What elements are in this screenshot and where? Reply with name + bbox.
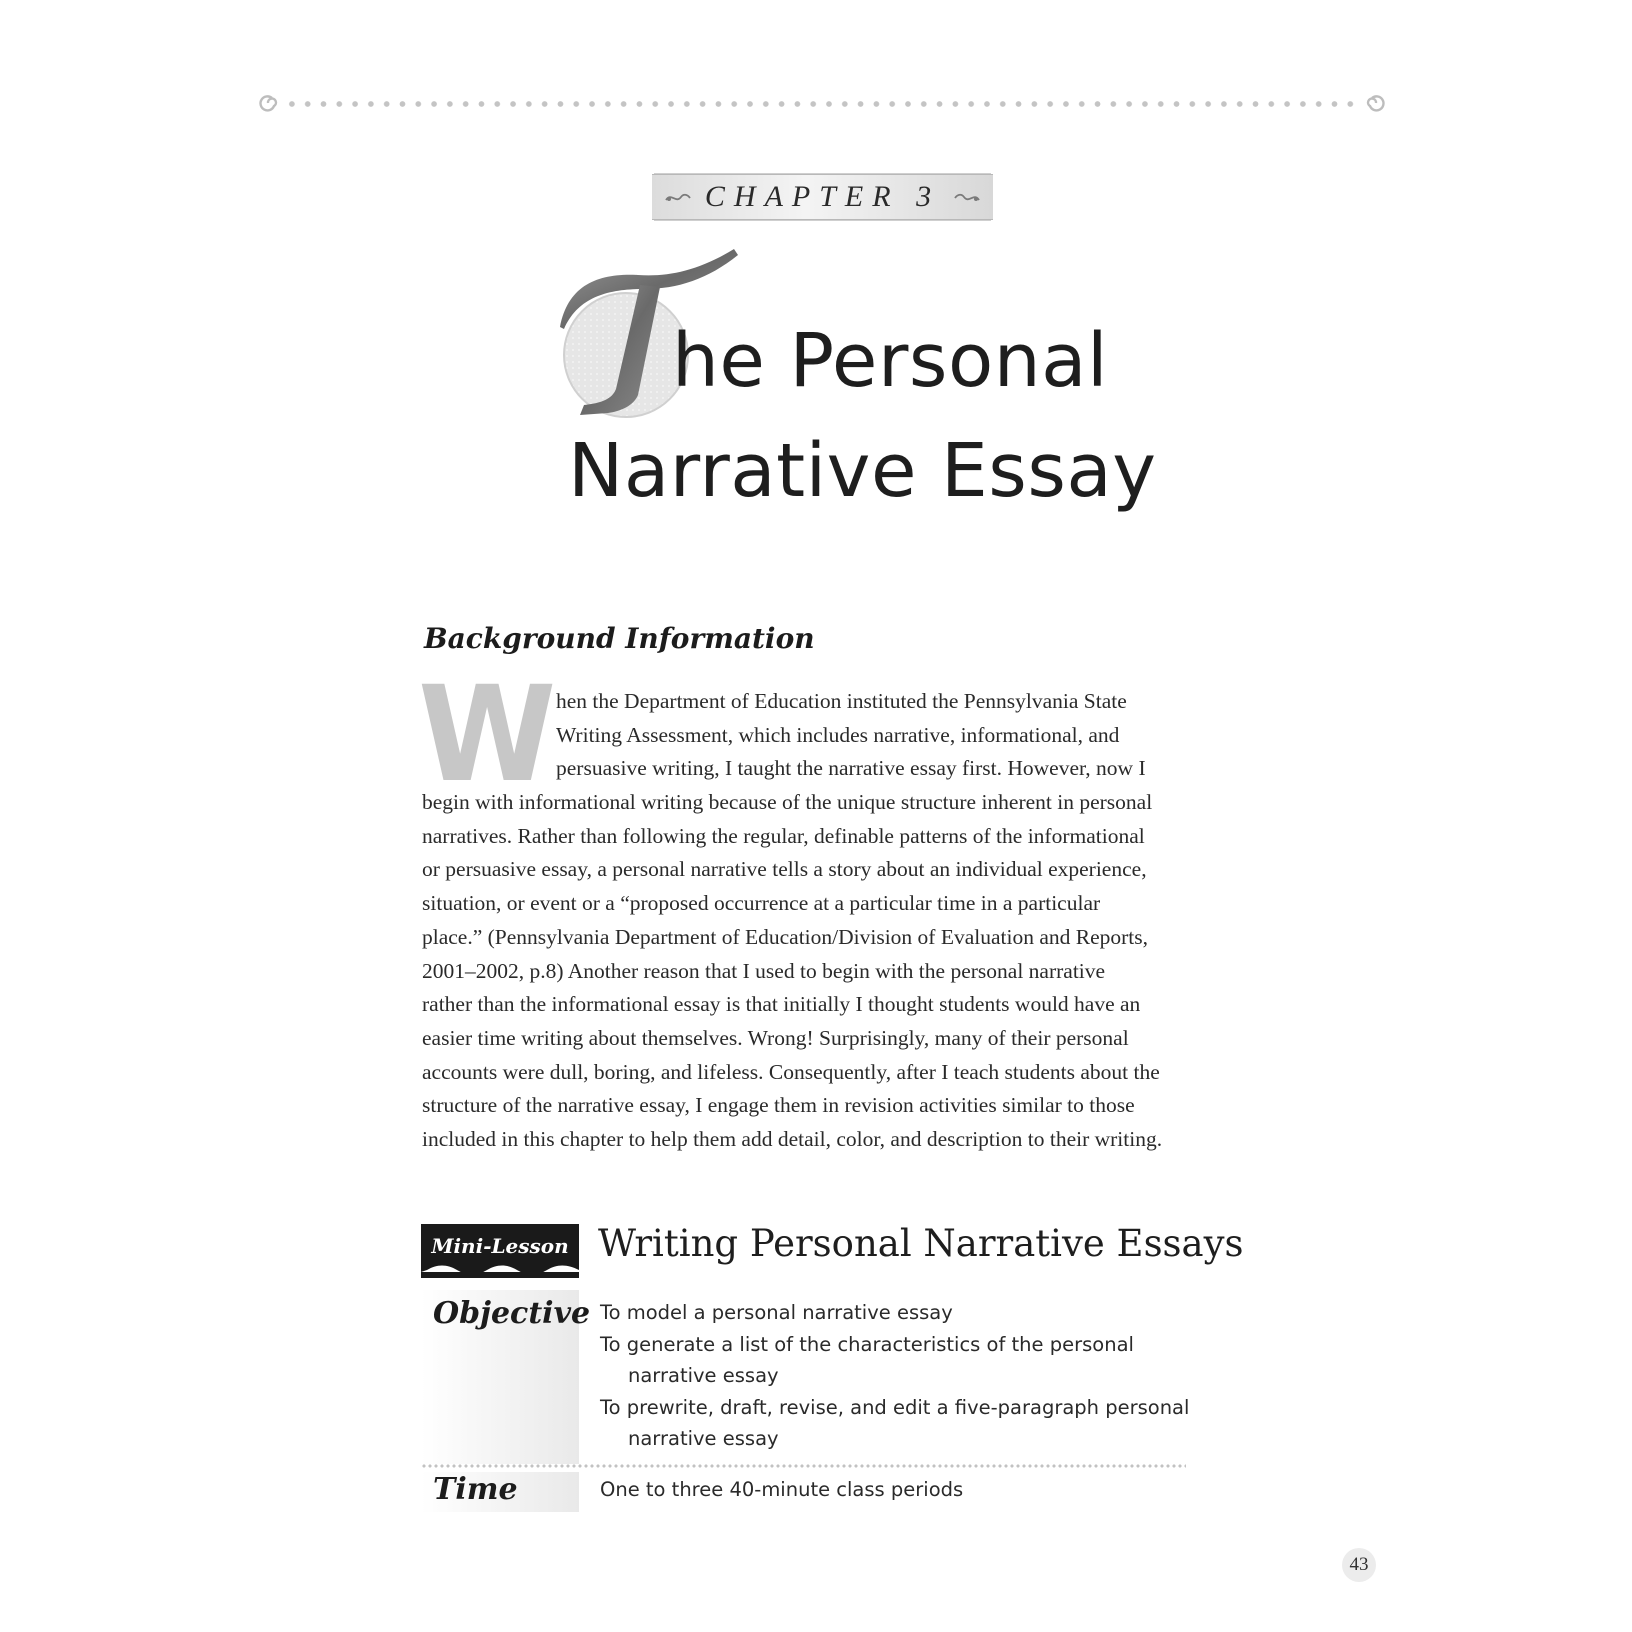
flourish-icon: [665, 190, 691, 204]
background-heading: Background Information: [424, 622, 815, 655]
paragraph-line: hen the Department of Education instituted the Pennsylvania State: [556, 689, 1127, 713]
paragraph-line: included in this chapter to help them add detail, color, and description to their writing.: [422, 1126, 1163, 1151]
mini-lesson-tab: [421, 1224, 579, 1278]
objective-label: Objective: [433, 1296, 591, 1331]
objective-item-continuation: narrative essay: [628, 1427, 779, 1451]
objective-panel: [421, 1290, 591, 1464]
curl-ornament-icon: [258, 94, 278, 114]
mini-lesson-label: Mini-Lesson: [431, 1234, 569, 1258]
chapter-title-line-2: Narrative Essay: [568, 428, 1157, 514]
paragraph-line: structure of the narrative essay, I engage them in revision activities similar to those: [422, 1093, 1135, 1118]
paragraph-line: situation, or event or a “proposed occurrence at a particular time in a particular: [422, 891, 1101, 916]
mini-lesson-title: Writing Personal Narrative Essays: [598, 1222, 1244, 1265]
paragraph-line: place.” (Pennsylvania Department of Education/Division of Evaluation and Reports,: [422, 924, 1149, 949]
paragraph-line: rather than the informational essay is that initially I thought students would have an: [422, 992, 1141, 1017]
time-value: One to three 40-minute class periods: [600, 1478, 964, 1501]
chapter-label: CHAPTER 3: [704, 180, 941, 213]
curl-ornament-icon: [1366, 94, 1386, 114]
paragraph-line: narratives. Rather than following the regular, definable patterns of the informational: [422, 823, 1145, 848]
top-dotted-rule: [258, 94, 1386, 114]
chapter-banner: [652, 174, 993, 220]
background-paragraph: [422, 685, 1234, 1157]
paragraph-line: easier time writing about themselves. Wrong! Surprisingly, many of their personal: [422, 1025, 1129, 1050]
paragraph-line: or persuasive essay, a personal narrative tells a story about an individual experience,: [422, 857, 1147, 882]
objective-item: To generate a list of the characteristics of the personal: [600, 1332, 1134, 1356]
objectives-list: [600, 1297, 1200, 1455]
chapter-title-line-1: he Personal: [672, 318, 1109, 404]
paragraph-line: accounts were dull, boring, and lifeless. Consequently, after I teach students about the: [422, 1059, 1160, 1084]
objective-item: To prewrite, draft, revise, and edit a five-paragraph personal: [600, 1395, 1190, 1419]
objective-item: To model a personal narrative essay: [600, 1301, 953, 1324]
drop-cap: W: [418, 658, 557, 812]
paragraph-line: begin with informational writing because of the unique structure inherent in personal: [422, 790, 1153, 815]
time-label: Time: [433, 1472, 518, 1507]
paragraph-line: persuasive writing, I taught the narrative essay first. However, now I: [556, 756, 1146, 781]
flourish-icon: [954, 190, 980, 204]
page-number: 43: [1342, 1548, 1376, 1582]
dotted-separator: [421, 1464, 1186, 1468]
objective-item-continuation: narrative essay: [628, 1364, 779, 1388]
time-panel: [421, 1472, 579, 1512]
dots-line: [284, 101, 1360, 107]
paragraph-line: Writing Assessment, which includes narrative, informational, and: [556, 722, 1120, 747]
paragraph-line: 2001–2002, p.8) Another reason that I used to begin with the personal narrative: [422, 958, 1106, 983]
